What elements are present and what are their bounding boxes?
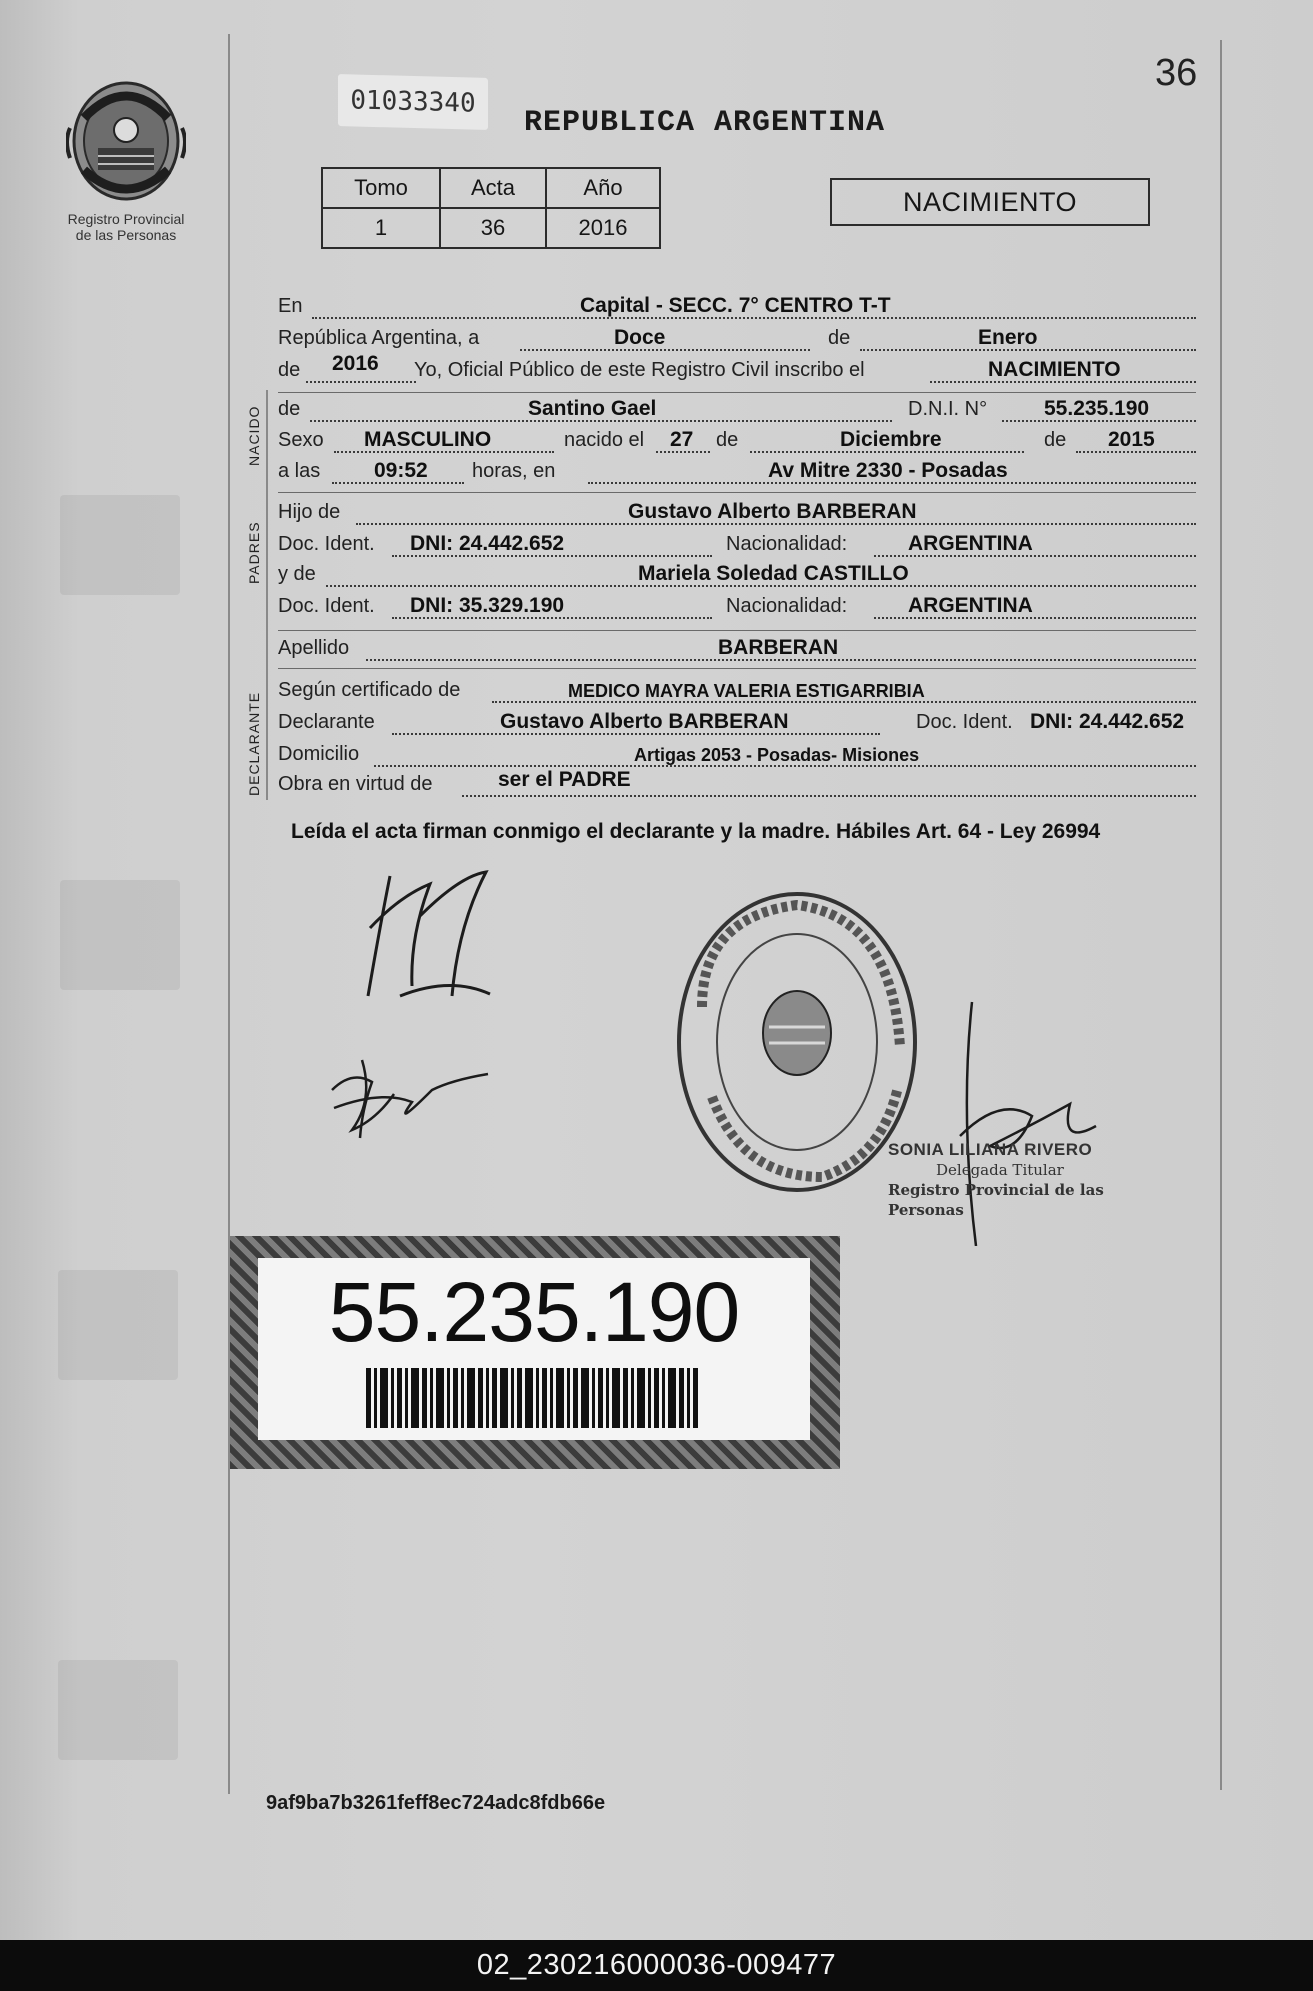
label-republica: República Argentina, a xyxy=(278,327,480,349)
line-padre-doc xyxy=(278,528,1196,560)
ghost-mark xyxy=(58,1660,178,1760)
domicilio-value: Artigas 2053 - Posadas- Misiones xyxy=(634,745,920,765)
nacido-mes: Diciembre xyxy=(840,428,942,451)
label-en: En xyxy=(278,295,303,317)
label-apellido: Apellido xyxy=(278,637,350,659)
nacido-sexo: MASCULINO xyxy=(364,428,492,451)
line-lugar xyxy=(278,290,1196,322)
label-doc-ident: Doc. Ident. xyxy=(278,595,375,617)
obra-value: ser el PADRE xyxy=(498,768,631,791)
line-nacido-hora xyxy=(278,455,1196,487)
line-domicilio xyxy=(278,738,1196,770)
label-de: de xyxy=(278,359,301,381)
ghost-mark xyxy=(58,1270,178,1380)
act-type-box: NACIMIENTO xyxy=(830,178,1150,226)
country-title: REPUBLICA ARGENTINA xyxy=(524,106,886,140)
registry-table xyxy=(321,167,661,249)
label-nacionalidad: Nacionalidad: xyxy=(726,595,848,617)
acta-header: Acta xyxy=(440,168,546,208)
anio-value: 2016 xyxy=(546,208,660,248)
apellido-value: BARBERAN xyxy=(718,636,839,659)
right-margin-line xyxy=(1220,40,1222,1790)
nacido-lugar: Av Mitre 2330 - Posadas xyxy=(768,459,1008,482)
official-block xyxy=(888,1140,1148,1220)
label-nacionalidad: Nacionalidad: xyxy=(726,533,848,555)
padre-nombre: Gustavo Alberto BARBERAN xyxy=(628,500,917,523)
label-segun-certificado: Según certificado de xyxy=(278,679,461,701)
document-hash: 9af9ba7b3261feff8ec724adc8fdb66e xyxy=(266,1792,606,1814)
acta-value: 36 xyxy=(440,208,546,248)
declarante-nombre: Gustavo Alberto BARBERAN xyxy=(500,710,789,733)
line-madre-doc xyxy=(278,590,1196,622)
seal-caption-line-2: de las Personas xyxy=(75,227,177,243)
seal-caption xyxy=(56,211,196,243)
label-declarante: Declarante xyxy=(278,711,375,733)
label-y-de: y de xyxy=(278,563,316,585)
label-de: de xyxy=(1044,429,1067,451)
anio-header: Año xyxy=(546,168,660,208)
madre-nacionalidad: ARGENTINA xyxy=(908,594,1033,617)
label-doc-ident: Doc. Ident. xyxy=(278,533,375,555)
left-margin-line xyxy=(228,34,230,1794)
label-de: de xyxy=(828,327,851,349)
tipo-inscripcion: NACIMIENTO xyxy=(988,358,1121,381)
divider xyxy=(278,630,1196,631)
filename-footer: 02_230216000036-009477 xyxy=(0,1940,1313,1991)
official-title: Delegada Titular xyxy=(936,1161,1064,1179)
padre-nacionalidad: ARGENTINA xyxy=(908,532,1033,555)
nacido-anio: 2015 xyxy=(1108,428,1155,451)
line-declarante xyxy=(278,706,1196,738)
label-hijo-de: Hijo de xyxy=(278,501,341,523)
padre-doc: DNI: 24.442.652 xyxy=(410,532,565,555)
declarante-doc: DNI: 24.442.652 xyxy=(1030,710,1185,733)
label-nacido-el: nacido el xyxy=(564,429,645,451)
section-label-declarante: DECLARANTE xyxy=(246,691,262,796)
page-number: 36 xyxy=(1155,52,1198,94)
line-obra xyxy=(278,768,1196,800)
label-dni: D.N.I. N° xyxy=(908,398,988,420)
label-inscribo: Yo, Oficial Público de este Registro Civil inscribo el xyxy=(414,359,865,381)
dia-inscripcion: Doce xyxy=(614,326,666,349)
divider xyxy=(278,492,1196,493)
line-apellido xyxy=(278,632,1196,664)
madre-nombre: Mariela Soledad CASTILLO xyxy=(638,562,909,585)
serial-number: 01033340 xyxy=(338,74,488,130)
official-name: SONIA LILIANA RIVERO xyxy=(888,1140,1093,1159)
label-de: de xyxy=(716,429,739,451)
dni-label xyxy=(230,1236,840,1469)
dni-label-panel xyxy=(258,1258,810,1440)
declarant-signature-icon xyxy=(340,856,520,1006)
line-nacido-nombre xyxy=(278,393,1196,425)
anio-inscripcion: 2016 xyxy=(332,352,379,375)
tomo-value: 1 xyxy=(322,208,440,248)
official-office: Registro Provincial de las Personas xyxy=(888,1181,1104,1219)
label-obra-en-virtud: Obra en virtud de xyxy=(278,773,433,795)
closing-text: Leída el acta firman conmigo el declarante y la madre. Hábiles Art. 64 - Ley 26994 xyxy=(291,820,1101,843)
barcode-icon xyxy=(366,1368,736,1428)
certificado-value: MEDICO MAYRA VALERIA ESTIGARRIBIA xyxy=(568,681,925,701)
registry-stamp-icon xyxy=(672,887,922,1197)
section-divider-line xyxy=(266,390,268,800)
line-madre xyxy=(278,558,1196,590)
dni-label-number: 55.235.190 xyxy=(328,1265,740,1359)
section-label-padres: PADRES xyxy=(246,521,262,584)
label-doc-ident: Doc. Ident. xyxy=(916,711,1013,733)
line-fecha xyxy=(278,322,1196,354)
mother-signature-icon xyxy=(322,1050,492,1145)
lugar-value: Capital - SECC. 7° CENTRO T-T xyxy=(580,294,891,317)
nacido-nombre: Santino Gael xyxy=(528,397,657,420)
label-sexo: Sexo xyxy=(278,429,324,451)
provincial-seal-icon xyxy=(66,78,186,204)
nacido-hora: 09:52 xyxy=(374,459,428,482)
divider xyxy=(278,668,1196,669)
ghost-mark xyxy=(60,880,180,990)
ghost-mark xyxy=(60,495,180,595)
nacido-dia: 27 xyxy=(670,428,694,451)
line-anio xyxy=(278,354,1196,386)
line-certificado xyxy=(278,674,1196,706)
label-a-las: a las xyxy=(278,460,321,482)
seal-caption-line-1: Registro Provincial xyxy=(67,211,185,227)
line-padre xyxy=(278,496,1196,528)
label-domicilio: Domicilio xyxy=(278,743,360,765)
madre-doc: DNI: 35.329.190 xyxy=(410,594,565,617)
mes-inscripcion: Enero xyxy=(978,326,1038,349)
nacido-dni: 55.235.190 xyxy=(1044,397,1150,420)
section-label-nacido: NACIDO xyxy=(246,405,262,466)
label-horas-en: horas, en xyxy=(472,460,556,482)
tomo-header: Tomo xyxy=(322,168,440,208)
line-nacido-sexo xyxy=(278,424,1196,456)
label-de: de xyxy=(278,398,301,420)
